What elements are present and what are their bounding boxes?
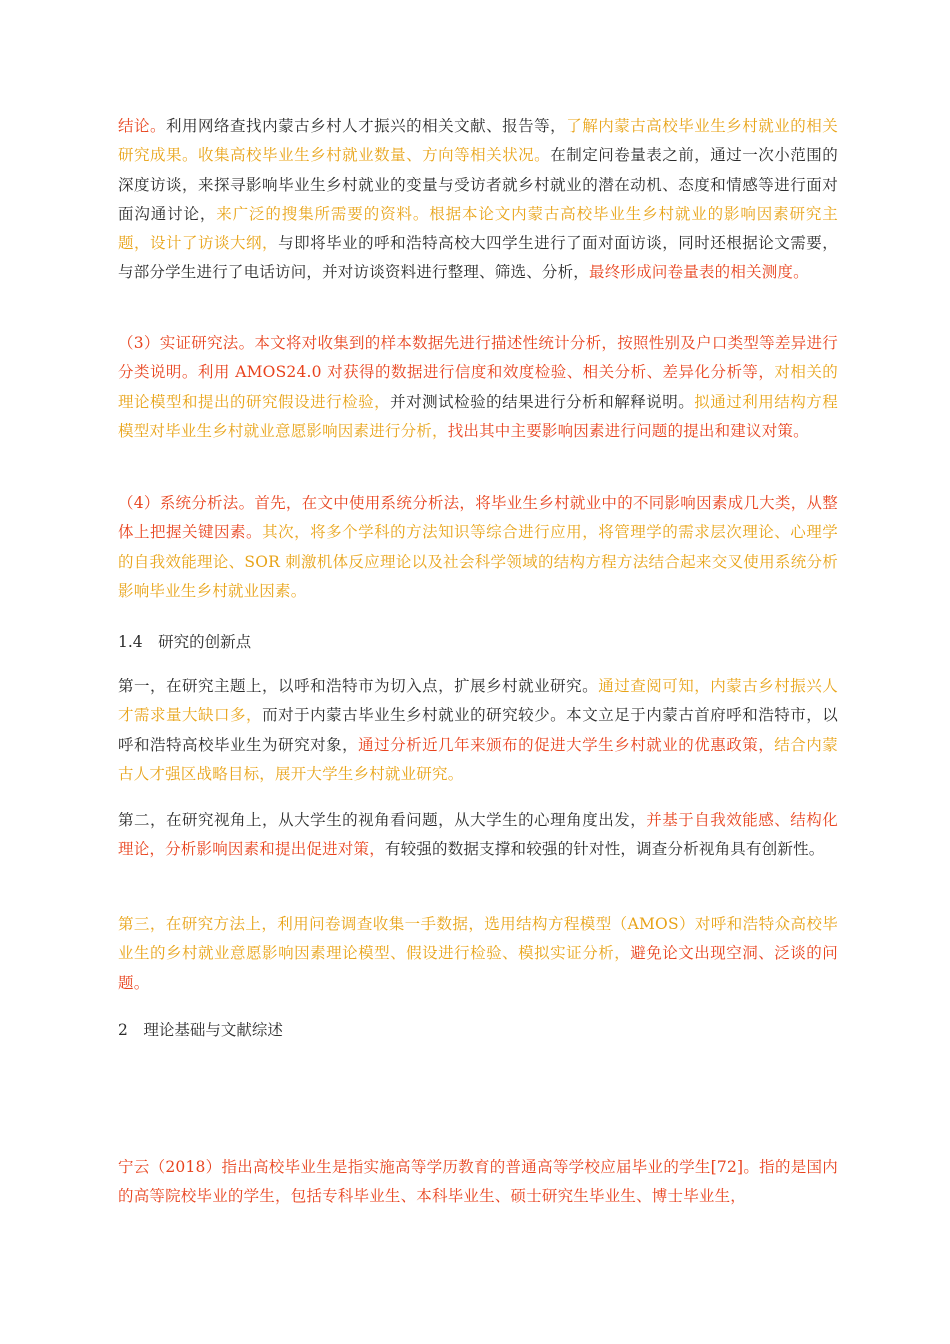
paragraph-innovation-third — [118, 910, 838, 998]
text-run: 通过查阅可知，内蒙古乡村振兴人才需求量大缺口多， — [118, 677, 838, 725]
paragraph-ningyun-definition — [118, 1153, 838, 1212]
paragraph-interview-method — [118, 112, 838, 288]
text-run: 利用网络查找内蒙古乡村人才振兴的相关文献、报告等， — [166, 117, 567, 135]
text-run: 第三，在研究方法上，利用问卷调查收集一手数据，选用结构方程模型（AMOS）对呼和浩特众高校毕业生的乡村就业意愿影响因素理论模型、假设进行检验、模拟实证分析， — [118, 915, 838, 963]
text-run: 与即将毕业的呼和浩特高校大四学生进行了面对面访谈，同时还根据论文需要，与部分学生进行了电话访问，并对访谈资料进行整理、筛选、分析， — [118, 234, 838, 282]
text-run: （3）实证研究法。本文将对收集到的样本数据先进行描述性统计分析，按照性别及户口类型等差异进行分类说明。利用 AMOS24.0 对获得的数据进行信度和效度检验、相关分析、差异化分析等， — [118, 334, 838, 382]
text-run: 来广泛的搜集所需要的资料。根据本论文内蒙古高校毕业生乡村就业的影响因素研究主题，设计了访谈大纲， — [118, 204, 838, 253]
text-run: 结合内蒙古人才强区战略目标，展开大学生乡村就业研究。 — [118, 735, 838, 783]
text-run: 有较强的数据支撑和较强的针对性，调查分析视角具有创新性。 — [384, 840, 825, 859]
chapter-heading-theory: 2 理论基础与文献综述 — [118, 1021, 283, 1039]
paragraph-system-analysis — [118, 489, 838, 606]
text-run: （4）系统分析法。首先，在文中使用系统分析法，将毕业生乡村就业中的不同影响因素成几大类，从整体上把握关键因素。 — [118, 494, 838, 542]
paragraph-empirical-method — [118, 329, 838, 446]
text-run: 在制定问卷量表之前，通过一次小范围的深度访谈，来探寻影响毕业生乡村就业的变量与受访者就乡村就业的潜在动机、态度和情感等进行面对面沟通讨论， — [118, 146, 838, 223]
text-run: 并对测试检验的结果进行分析和解释说明。 — [390, 392, 695, 411]
text-run: 第二，在研究视角上，从大学生的视角看问题，从大学生的心理角度出发， — [118, 811, 647, 829]
text-run: 通过分析近几年来颁布的促进大学生乡村就业的优惠政策， — [358, 735, 775, 754]
text-run: 拟通过利用结构方程模型对毕业生乡村就业意愿影响因素进行分析， — [118, 392, 838, 440]
text-run: 而对于内蒙古毕业生乡村就业的研究较少。本文立足于内蒙古首府呼和浩特市，以呼和浩特高校毕业生为研究对象， — [118, 706, 838, 754]
text-run: 第一，在研究主题上，以呼和浩特市为切入点，扩展乡村就业研究。 — [118, 677, 599, 695]
text-run: 避免论文出现空洞、泛谈的问题。 — [118, 944, 838, 992]
text-run: 并基于自我效能感、结构化理论，分析影响因素和提出促进对策， — [118, 811, 838, 859]
text-run: 结论。 — [118, 117, 167, 135]
paragraph-innovation-first — [118, 672, 838, 789]
text-run: 最终形成问卷量表的相关测度。 — [589, 263, 809, 282]
paragraph-innovation-second — [118, 806, 838, 865]
text-run: 宁云（2018）指出高校毕业生是指实施高等学历教育的普通高等学校应届毕业的学生[72]。指的是国内的高等院校毕业的学生，包括专科毕业生、本科毕业生、硕士研究生毕业生、博士毕业生， — [118, 1158, 838, 1206]
text-run: 了解内蒙古高校毕业生乡村就业的相关研究成果。收集高校毕业生乡村就业数量、方向等相关状况。 — [118, 117, 838, 165]
text-run: 其次，将多个学科的方法知识等综合进行应用，将管理学的需求层次理论、心理学的自我效能理论、SOR 刺激机体反应理论以及社会科学领域的结构方程方法结合起来交叉使用系统分析影响毕业生乡村就业因素。 — [118, 523, 838, 600]
text-run: 对相关的理论模型和提出的研究假设进行检验， — [118, 363, 838, 411]
section-heading-innovation: 1.4 研究的创新点 — [118, 633, 252, 651]
text-run: 找出其中主要影响因素进行问题的提出和建议对策。 — [447, 421, 809, 440]
